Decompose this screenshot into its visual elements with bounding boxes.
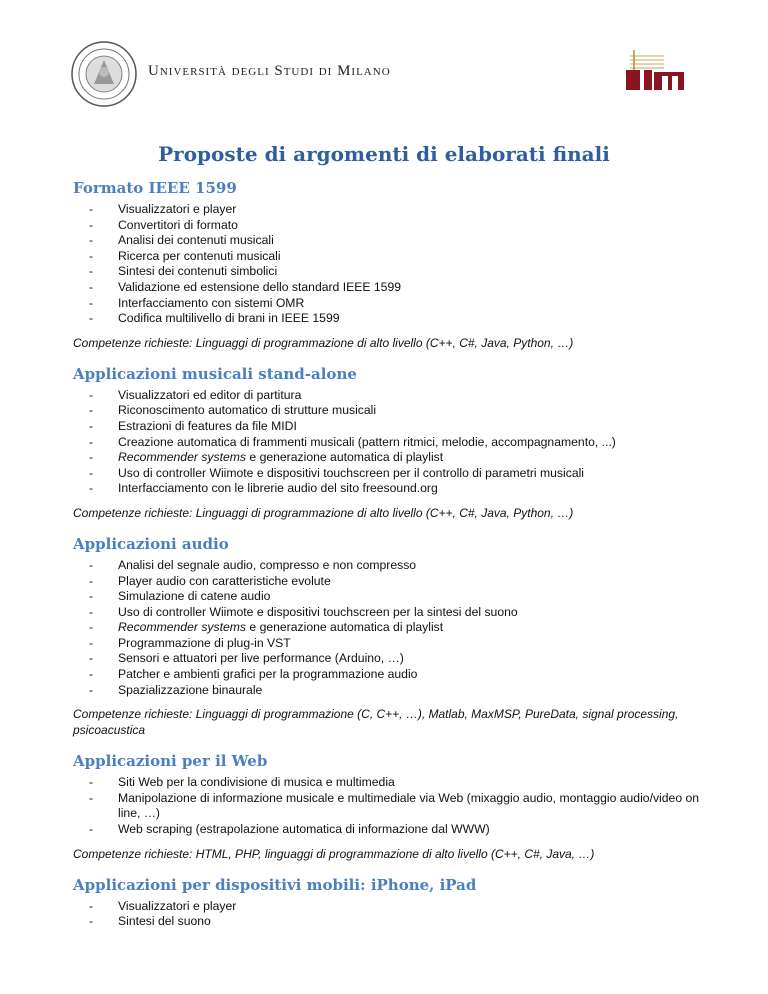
list-item: - Visualizzatori e player [73,899,713,915]
topic-list [73,558,713,698]
list-item: - Manipolazione di informazione musicale e multimediale via Web (mixaggio audio, montaggio audio/video on line, …) [73,791,713,822]
list-item: - Analisi dei contenuti musicali [73,233,713,249]
topic-list [73,388,713,497]
list-item: - Spazializzazione binaurale [73,683,713,699]
list-item: - Codifica multilivello di brani in IEEE 1599 [73,311,713,327]
university-seal-logo [70,40,138,108]
list-item: - Riconoscimento automatico di strutture musicali [73,403,713,419]
list-item: - Interfacciamento con sistemi OMR [73,296,713,312]
section [73,178,713,351]
required-skills: Competenze richieste: HTML, PHP, linguaggi di programmazione di alto livello (C++, C#, Java, …) [73,846,595,861]
section-title: Applicazioni musicali stand-alone [73,364,357,383]
list-item: - Sintesi del suono [73,914,713,930]
list-item: - Analisi del segnale audio, compresso e non compresso [73,558,713,574]
list-item: - Convertitori di formato [73,218,713,234]
section [73,751,713,861]
list-item: - Ricerca per contenuti musicali [73,249,713,265]
required-skills: Competenze richieste: Linguaggi di programmazione (C, C++, …), Matlab, MaxMSP, PureData, signal processing, psicoacustica [73,707,679,738]
section-title: Applicazioni per il Web [73,752,268,771]
topic-list [73,202,713,327]
list-item: - Web scraping (estrapolazione automatica di informazione dal WWW) [73,822,713,838]
lim-logo [624,46,694,92]
university-name: Università degli Studi di Milano [148,63,391,79]
topic-list [73,899,713,930]
list-item: - Sintesi dei contenuti simbolici [73,264,713,280]
list-item: - Uso di controller Wiimote e dispositivi touchscreen per il controllo di parametri musicali [73,466,713,482]
required-skills: Competenze richieste: Linguaggi di programmazione di alto livello (C++, C#, Java, Python, …) [73,335,574,350]
list-item: - Recommender systems e generazione automatica di playlist [73,450,713,466]
section-title: Applicazioni audio [73,534,229,553]
list-item: - Sensori e attuatori per live performance (Arduino, …) [73,651,713,667]
list-item: - Creazione automatica di frammenti musicali (pattern ritmici, melodie, accompagnamento, ...) [73,435,713,451]
section [73,364,713,521]
section-title: Formato IEEE 1599 [73,179,237,197]
list-item: - Player audio con caratteristiche evolute [73,574,713,590]
list-item: - Visualizzatori e player [73,202,713,218]
document-title: Proposte di argomenti di elaborati finali [158,142,610,166]
list-item: - Patcher e ambienti grafici per la programmazione audio [73,667,713,683]
list-item: - Siti Web per la condivisione di musica e multimedia [73,775,713,791]
list-item: - Programmazione di plug-in VST [73,636,713,652]
list-item: - Recommender systems e generazione automatica di playlist [73,620,713,636]
topic-list [73,775,713,837]
sections-container [73,178,713,943]
required-skills: Competenze richieste: Linguaggi di programmazione di alto livello (C++, C#, Java, Python, …) [73,505,574,520]
list-item: - Interfacciamento con le librerie audio del sito freesound.org [73,481,713,497]
list-item: - Simulazione di catene audio [73,589,713,605]
list-item: - Estrazioni di features da file MIDI [73,419,713,435]
section-title: Applicazioni per dispositivi mobili: iPhone, iPad [73,875,477,894]
list-item: - Validazione ed estensione dello standard IEEE 1599 [73,280,713,296]
section [73,534,713,738]
section [73,875,713,930]
list-item: - Visualizzatori ed editor di partitura [73,388,713,404]
list-item: - Uso di controller Wiimote e dispositivi touchscreen per la sintesi del suono [73,605,713,621]
